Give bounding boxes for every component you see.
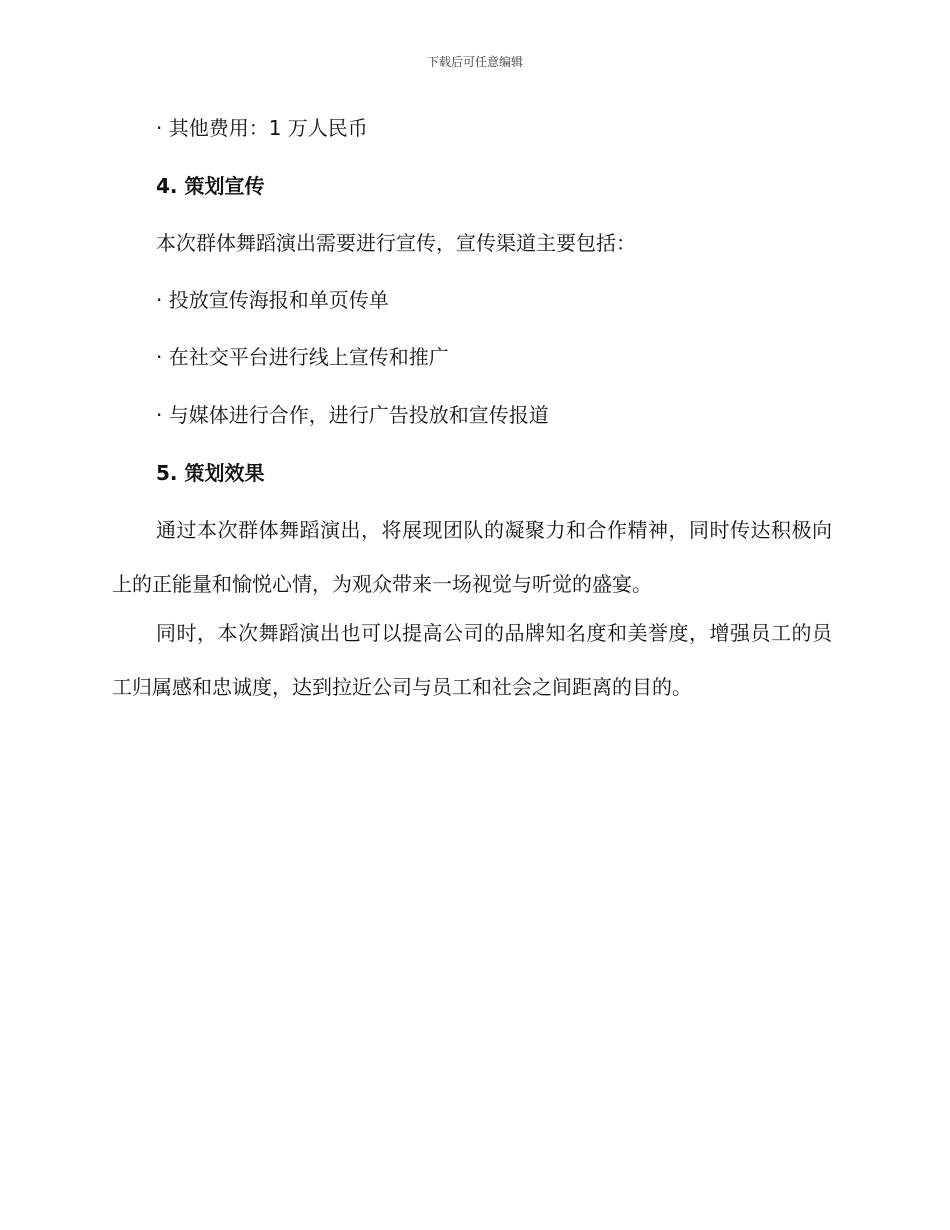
bullet-media-cooperation: · 与媒体进行合作，进行广告投放和宣传报道 [156,403,549,427]
bullet-social-media: · 在社交平台进行线上宣传和推广 [156,345,449,369]
effect-paragraph-1: 通过本次群体舞蹈演出，将展现团队的凝聚力和合作精神，同时传达积极向上的正能量和愉悦心情，为观众带来一场视觉与听觉的盛宴。 [112,518,832,596]
section-heading-promotion: 4. 策划宣传 [156,174,265,198]
page-header: 下载后可任意编辑 [426,55,523,69]
bullet-other-cost: · 其他费用：1 万人民币 [156,116,368,140]
promotion-intro: 本次群体舞蹈演出需要进行宣传，宣传渠道主要包括： [156,231,636,255]
effect-paragraph-2: 同时，本次舞蹈演出也可以提高公司的品牌知名度和美誉度，增强员工的员工归属感和忠诚度，达到拉近公司与员工和社会之间距离的目的。 [112,621,832,699]
bullet-posters: · 投放宣传海报和单页传单 [156,288,389,312]
section-heading-effect: 5. 策划效果 [156,461,265,485]
